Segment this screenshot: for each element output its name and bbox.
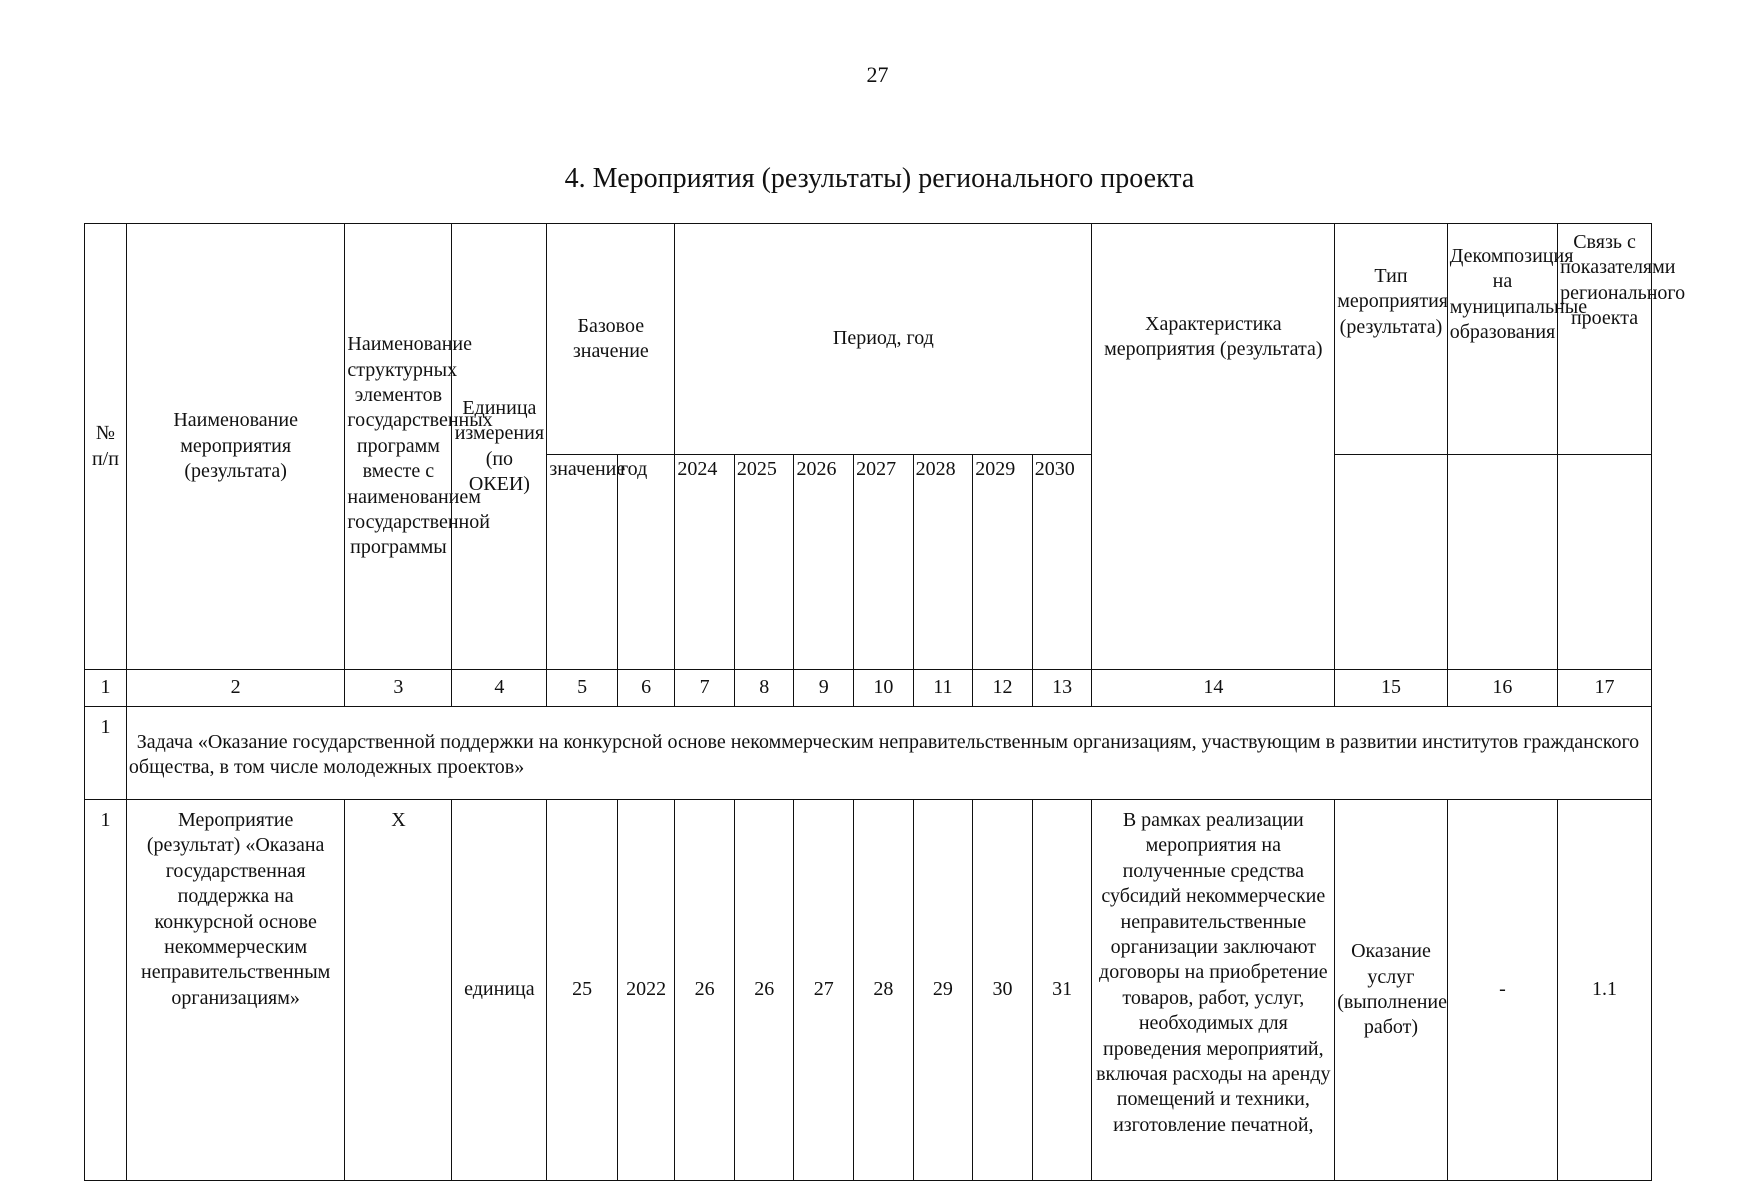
row-value: 28 [854,800,914,1181]
header-base: Базовое значение [547,224,675,455]
events-table [84,223,1686,1181]
column-number: 14 [1092,670,1335,707]
column-number: 15 [1335,670,1448,707]
header-link-empty [1558,455,1652,670]
column-number: 10 [854,670,914,707]
row-link: 1.1 [1558,800,1652,1181]
header-year: 2030 [1032,455,1092,670]
task-text: Задача «Оказание государственной поддержки на конкурсной основе некоммерческим неправительственным организациям, участвующим в развитии институтов гражданского общества, в том числе молодежных проектов» [126,707,1651,800]
row-decomposition: - [1447,800,1557,1181]
header-characteristic: Характеристика мероприятия (результата) [1092,224,1335,670]
header-type: Тип мероприятия (результата) [1335,224,1448,455]
header-link: Связь с показателями регионального проекта [1558,224,1652,455]
row-structural: X [345,800,452,1181]
column-number: 8 [734,670,794,707]
row-value: 26 [734,800,794,1181]
header-structural: Наименование структурных элементов государственных программ вместе с наименованием государственной программы [345,224,452,670]
header-name: Наименование мероприятия (результата) [126,224,344,670]
header-year: 2026 [794,455,854,670]
header-year: 2029 [973,455,1033,670]
column-number: 4 [452,670,547,707]
column-number: 13 [1032,670,1092,707]
column-number: 6 [617,670,674,707]
row-value: 30 [973,800,1033,1181]
column-number: 12 [973,670,1033,707]
header-unit: Единица измерения (по ОКЕИ) [452,224,547,670]
row-value: 27 [794,800,854,1181]
header-num: № п/п [85,224,127,670]
column-number: 2 [126,670,344,707]
row-unit: единица [452,800,547,1181]
header-base-value: значение [547,455,618,670]
header-base-year: год [617,455,674,670]
header-year: 2028 [913,455,973,670]
task-row [85,707,1652,800]
row-value: 31 [1032,800,1092,1181]
header-type-empty [1335,455,1448,670]
row-type: Оказание услуг (выполнение работ) [1335,800,1448,1181]
row-num: 1 [85,800,127,1181]
column-number: 17 [1558,670,1652,707]
row-base-value: 25 [547,800,618,1181]
header-year: 2025 [734,455,794,670]
header-year: 2024 [675,455,735,670]
row-characteristic: В рамках реализации мероприятия на полученные средства субсидий некоммерческие неправительственные организации заключают договоры на приобретение товаров, работ, услуг, необходимых для проведения мероприятий, включая расходы на аренду помещений и техники, изготовление печатной, [1092,800,1335,1181]
row-value: 26 [675,800,735,1181]
section-title: 4. Мероприятия (результаты) регионального проекта [564,163,1195,194]
column-number: 5 [547,670,618,707]
header-decomposition: Декомпозиция на муниципальные образования [1447,224,1557,455]
row-base-year: 2022 [617,800,674,1181]
page-number: 27 [866,62,889,87]
header-period: Период, год [675,224,1092,455]
column-number: 11 [913,670,973,707]
row-name: Мероприятие (результат) «Оказана государственная поддержка на конкурсной основе некоммерческим неправительственным организациям» [126,800,344,1181]
header-decomposition-empty [1447,455,1557,670]
column-number: 1 [85,670,127,707]
column-number: 3 [345,670,452,707]
column-number-row [85,670,1652,707]
column-number: 7 [675,670,735,707]
table-row [85,800,1652,1181]
row-value: 29 [913,800,973,1181]
column-number: 16 [1447,670,1557,707]
header-year: 2027 [854,455,914,670]
header-row-top [85,224,1652,455]
task-num: 1 [85,707,127,800]
column-number: 9 [794,670,854,707]
